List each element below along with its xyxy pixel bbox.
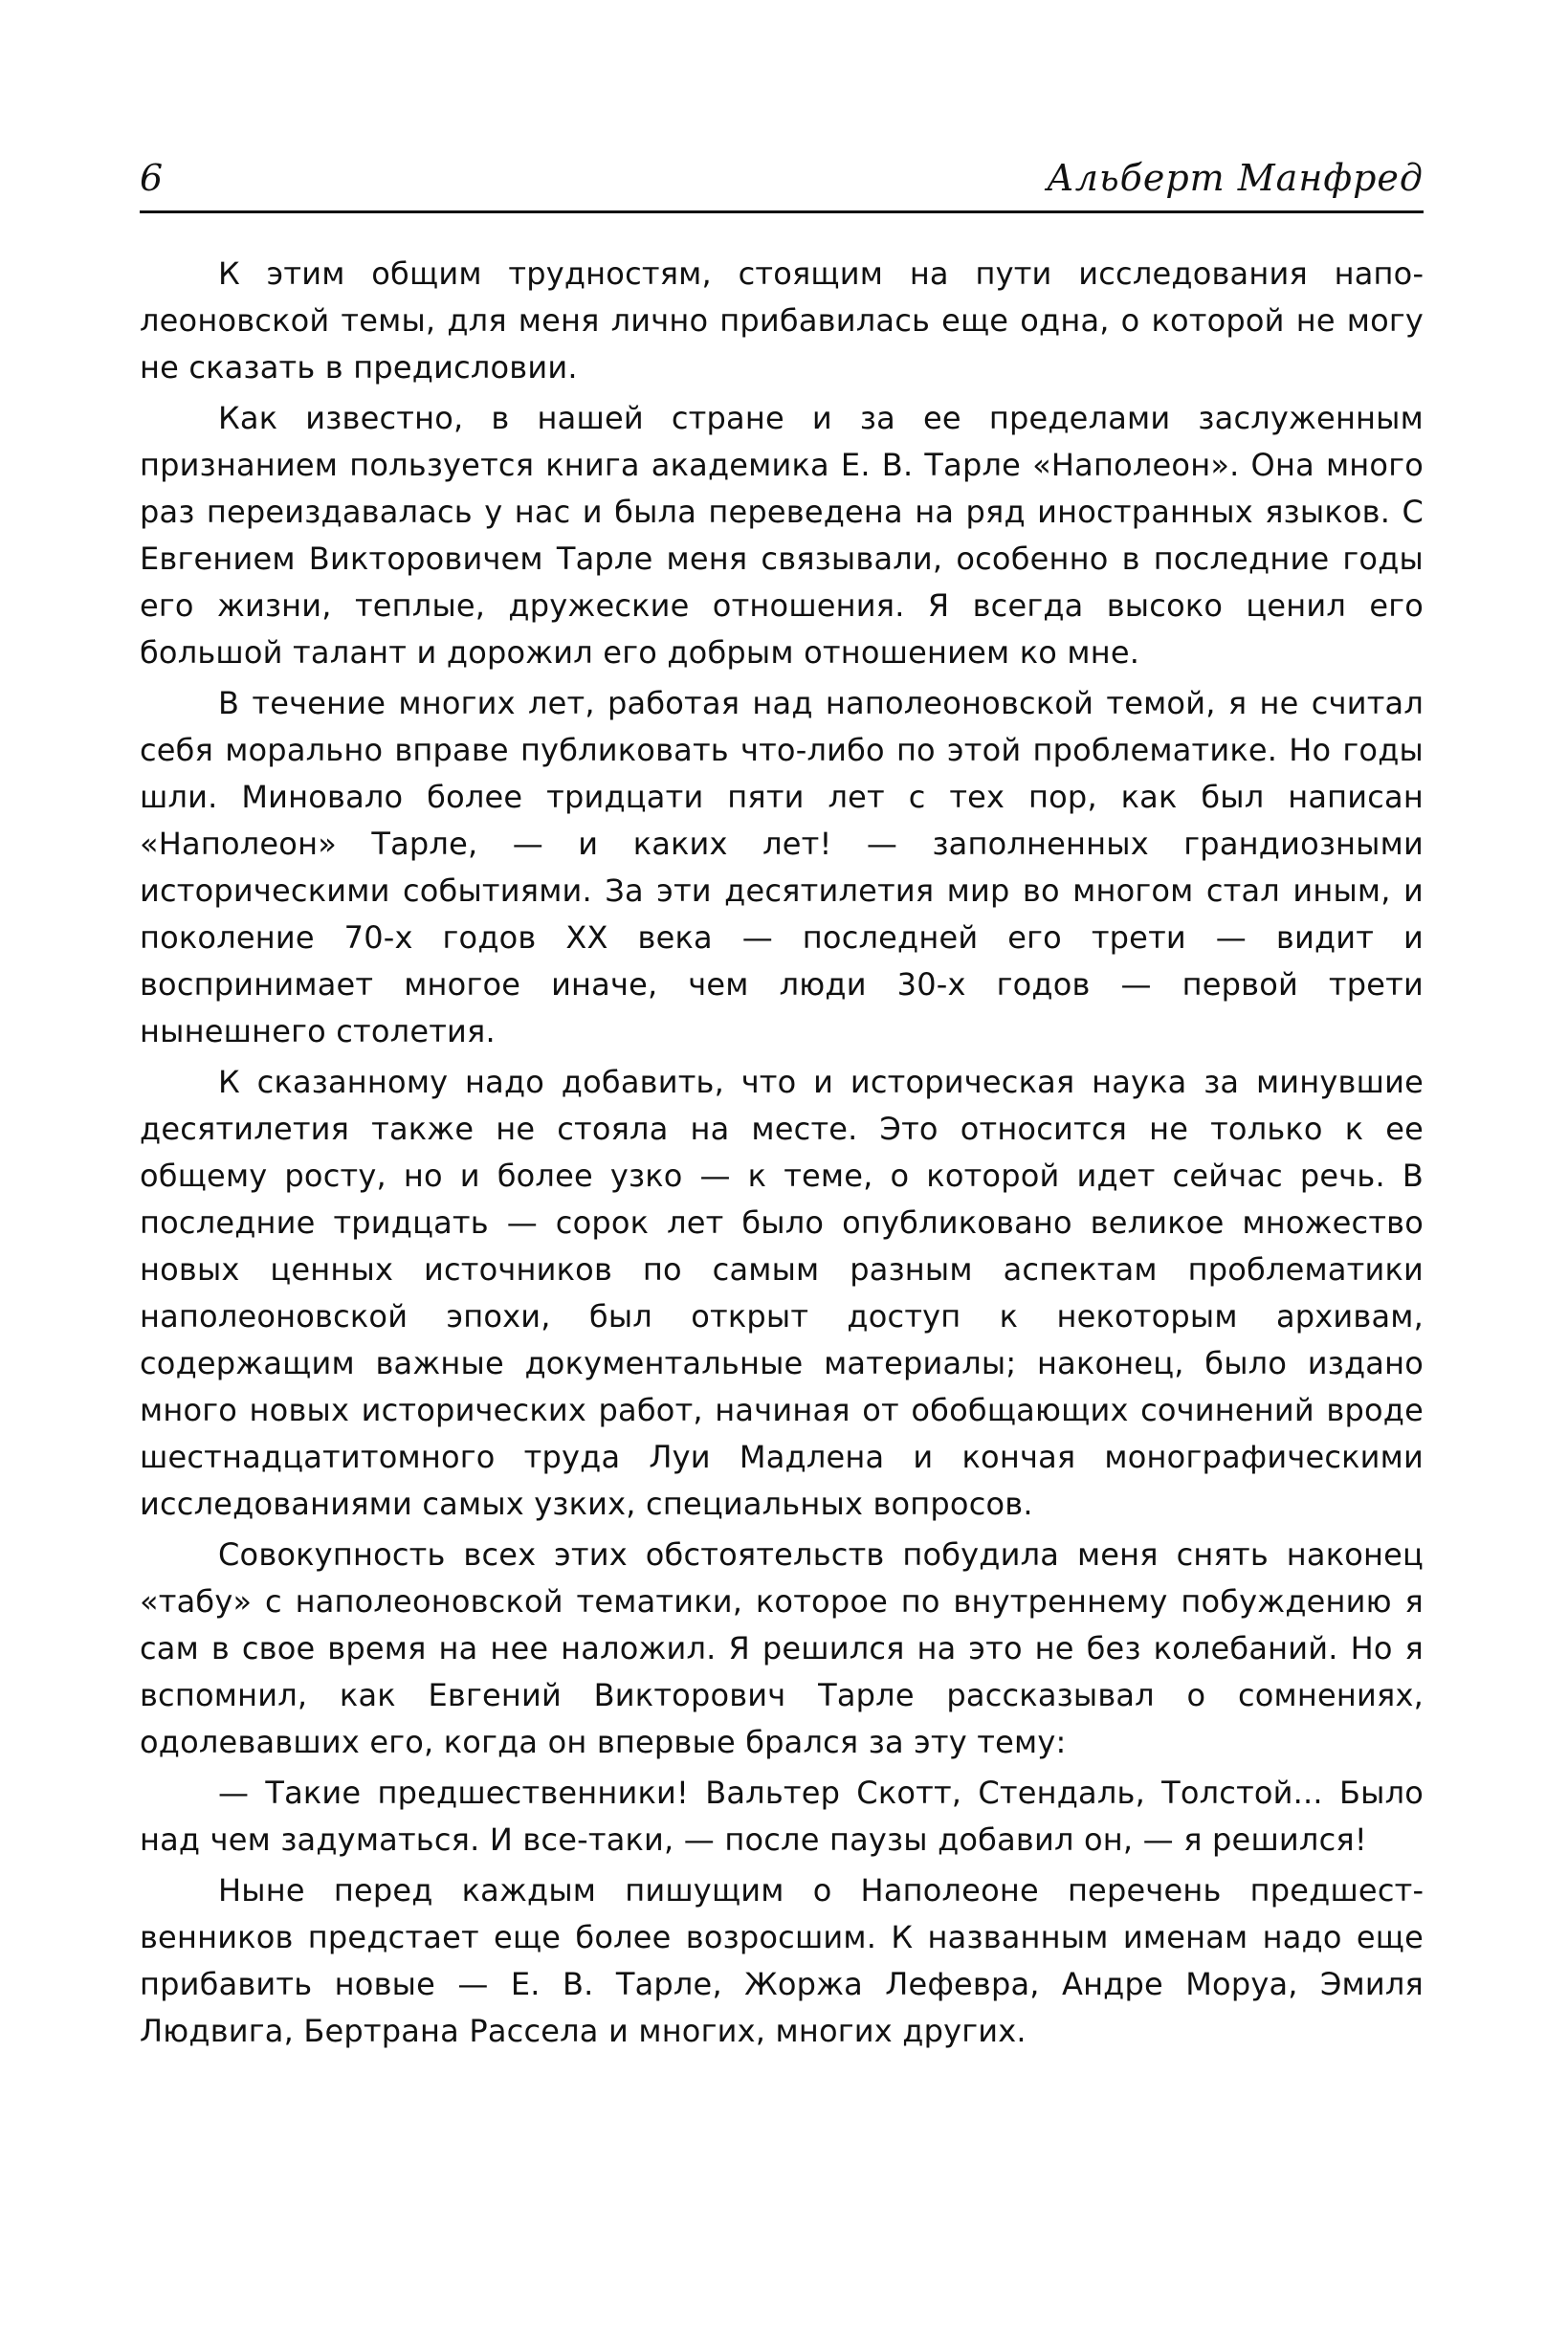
paragraph: Ныне перед каждым пишущим о Наполеоне перечень предшественников предстает еще более возросшим. К названным именам надо еще прибавить новые — Е. В. Тарле, Жоржа Лефевра, Андре Моруа, Эмиля Людвига, Бертрана Рассела и многих, многих других. [140,1872,1424,2049]
body-text [140,251,1424,2059]
running-header [140,151,1424,213]
paragraph: В течение многих лет, работая над наполеоновской темой, я не считал себя морально вправе публиковать что-либо по этой проблематике. Но годы шли. Миновало более тридцати пяти лет с тех пор, как был написан «Наполеон» Тарле, — и каких лет! — заполненных грандиозными историческими событиями. За эти десятилетия мир во многом стал иным, и поколение 70-х годов XX века — последней его трети — видит и воспринимает многое иначе, чем люди 30-х годов — первой трети нынешнего столетия. [140,685,1424,1049]
paragraph: — Такие предшественники! Вальтер Скотт, Стендаль, Толстой... Было над чем задуматься. И все-таки, — после паузы добавил он, — я решился! [140,1775,1424,1858]
paragraph: К этим общим трудностям, стоящим на пути исследования наполеоновской темы, для меня лично прибавилась еще одна, о которой не могу не сказать в предисловии. [140,255,1424,386]
page-number: 6 [140,157,164,199]
running-header-author: Альберт Манфред [1046,157,1424,199]
paragraph: Совокупность всех этих обстоятельств побудила меня снять наконец «табу» с наполеоновской тематики, которое по внутреннему побуждению я сам в свое время на нее наложил. Я решился на это не без колебаний. Но я вспомнил, как Евгений Викторович Тарле рассказывал о сомнениях, одолевавших его, когда он впервые брался за эту тему: [140,1536,1424,1760]
paragraph: К сказанному надо добавить, что и историческая наука за минувшие десятилетия также не стояла на месте. Это относится не только к ее общему росту, но и более узко — к теме, о которой идет сейчас речь. В последние тридцать — сорок лет было опубликовано великое множество новых ценных источников по самым разным аспектам проблематики наполеоновской эпохи, был открыт доступ к некоторым архивам, содержащим важные документальные материалы; наконец, было издано много новых исторических работ, начиная от обобщающих сочинений вроде шестнадцатитомного труда Луи Мадлена и кончая монографическими исследованиями самых узких, специальных вопросов. [140,1064,1424,1522]
paragraph: Как известно, в нашей стране и за ее пределами заслуженным признанием пользуется книга академика Е. В. Тарле «Наполеон». Она много раз переиздавалась у нас и была переведена на ряд иностранных языков. С Евгением Викторовичем Тарле меня связывали, особенно в последние годы его жизни, теплые, дружеские отношения. Я всегда высоко ценил его большой талант и дорожил его добрым отношением ко мне. [140,400,1424,671]
